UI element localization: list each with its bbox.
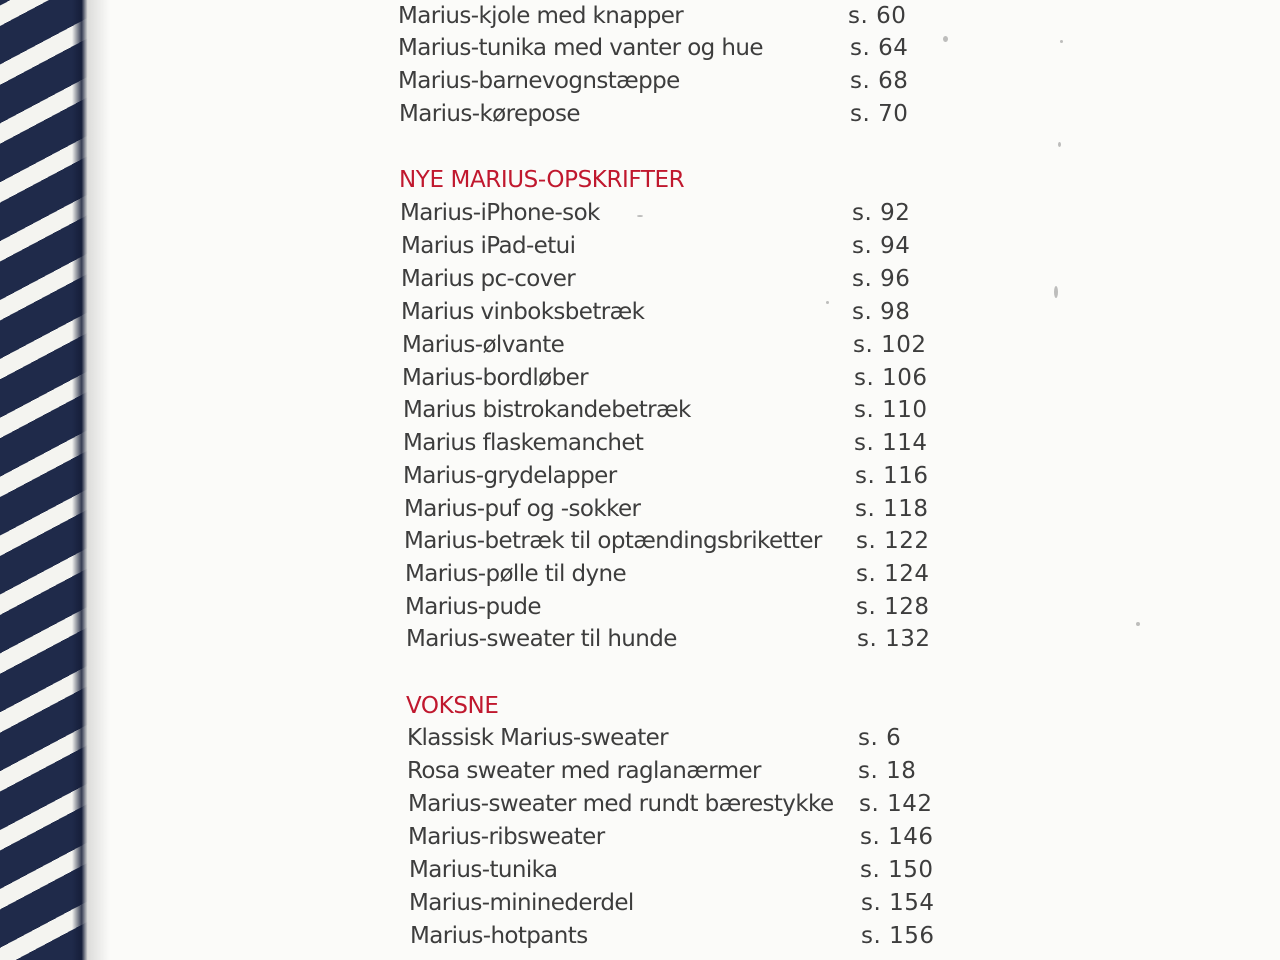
entry-title: Marius vinboksbetræk (401, 299, 645, 325)
entry-title: Marius flaskemanchet (403, 430, 644, 456)
entry-title: Marius-hotpants (410, 923, 588, 949)
entry-title: Marius-pølle til dyne (405, 561, 627, 587)
entry-title: Marius pc-cover (401, 266, 576, 292)
entry-title: Marius-ribsweater (408, 824, 605, 850)
entry-title: Marius-kjole med knapper (398, 3, 684, 29)
entry-title: Marius-ølvante (402, 332, 565, 358)
paper-speck (943, 36, 948, 42)
entry-page: s. 102 (853, 332, 927, 358)
entry-title: Marius iPad-etui (401, 233, 576, 259)
entry-page: s. 154 (861, 890, 935, 916)
entry-page: s. 70 (850, 101, 909, 127)
entry-title: Klassisk Marius-sweater (407, 725, 669, 751)
entry-title: Marius-puf og -sokker (404, 496, 641, 522)
entry-title: Marius-betræk til optændingsbriketter (404, 528, 822, 554)
paper-speck (1060, 40, 1063, 43)
entry-page: s. 64 (850, 35, 909, 61)
entry-page: s. 98 (852, 299, 911, 325)
entry-title: Marius-mininederdel (409, 890, 634, 916)
section-heading: NYE MARIUS-OPSKRIFTER (399, 167, 685, 193)
entry-page: s. 124 (856, 561, 930, 587)
entry-title: Marius-tunika med vanter og hue (398, 35, 763, 61)
entry-title: Marius-pude (405, 594, 541, 620)
paper-speck (1054, 286, 1058, 298)
entry-page: s. 92 (852, 200, 911, 226)
paper-speck (1136, 622, 1140, 626)
entry-title: Marius-sweater til hunde (406, 626, 677, 652)
entry-page: s. 106 (854, 365, 928, 391)
entry-page: s. 18 (858, 758, 917, 784)
entry-page: s. 128 (856, 594, 930, 620)
entry-title: Marius-bordløber (402, 365, 589, 391)
entry-page: s. 122 (856, 528, 930, 554)
entry-page: s. 68 (850, 68, 909, 94)
entry-title: Marius-sweater med rundt bærestykke (408, 791, 834, 817)
entry-page: s. 6 (858, 725, 902, 751)
entry-page: s. 114 (854, 430, 928, 456)
entry-title: Marius-barnevognstæppe (398, 68, 680, 94)
entry-page: s. 110 (854, 397, 928, 423)
entry-page: s. 118 (855, 496, 929, 522)
entry-title: Marius-grydelapper (403, 463, 617, 489)
entry-page: s. 116 (855, 463, 929, 489)
paper-speck (637, 215, 643, 217)
entry-title: Rosa sweater med raglanærmer (407, 758, 761, 784)
entry-title: Marius-tunika (409, 857, 558, 883)
entry-title: Marius-kørepose (399, 101, 580, 127)
section-heading: VOKSNE (406, 693, 499, 719)
entry-title: Marius bistrokandebetræk (403, 397, 691, 423)
paper-speck (826, 301, 829, 304)
paper-speck (1058, 142, 1061, 147)
entry-page: s. 94 (852, 233, 911, 259)
entry-page: s. 132 (857, 626, 931, 652)
entry-page: s. 60 (848, 3, 907, 29)
entry-page: s. 146 (860, 824, 934, 850)
entry-page: s. 142 (859, 791, 933, 817)
entry-page: s. 150 (860, 857, 934, 883)
entry-page: s. 156 (861, 923, 935, 949)
entry-page: s. 96 (852, 266, 911, 292)
entry-title: Marius-iPhone-sok (400, 200, 600, 226)
